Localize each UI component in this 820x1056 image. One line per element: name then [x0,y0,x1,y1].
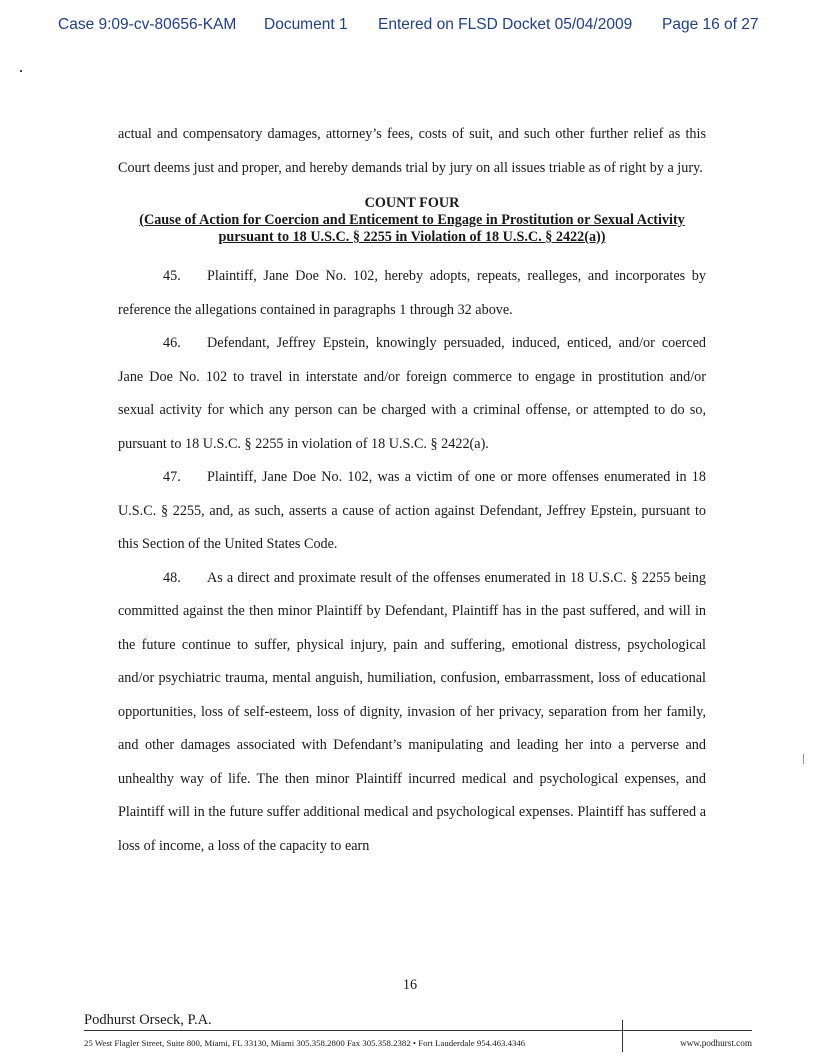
paragraph-text: Defendant, Jeffrey Epstein, knowingly persuaded, induced, enticed, and/or coerced Jane Doe No. 102 to travel in interstate and/or foreign commerce to engage in prostitution and/or sexual activity for which any person can be charged with a criminal offense, or attempted to do so, pursuant to 18 U.S.C. § 2255 in violation of 18 U.S.C. § 2422(a). [118,335,706,452]
count-subheading-line2: pursuant to 18 U.S.C. § 2255 in Violation of 18 U.S.C. § 2422(a)) [218,229,606,245]
paragraph-45 [118,260,706,327]
paragraph-46 [118,327,706,461]
paragraph-number: 48. [163,569,181,586]
paragraph-number: 47. [163,469,181,485]
count-subheading-line1: (Cause of Action for Coercion and Enticement to Engage in Prostitution or Sexual Activity [139,212,685,228]
firm-name: Podhurst Orseck, P.A. [84,1012,212,1028]
scan-speck [20,70,22,72]
firm-address: 25 West Flagler Street, Suite 800, Miami, FL 33130, Miami 305.358.2800 Fax 305.358.2382 • Fort Lauderdale 954.463.4346 [84,1038,526,1048]
paragraph-text: Plaintiff, Jane Doe No. 102, was a victim of one or more offenses enumerated in 18 U.S.C. § 2255, and, as such, asserts a cause of action against Defendant, Jeffrey Epstein, pursuant to this Section of the United States Code. [118,469,706,552]
document-number: Document 1 [264,16,348,33]
paragraph-number: 46. [163,335,181,351]
case-number: Case 9:09-cv-80656-KAM [58,16,237,33]
firm-website: www.podhurst.com [680,1038,752,1048]
paragraph-48 [118,562,706,864]
paragraph-47 [118,461,706,562]
margin-mark [803,754,804,764]
document-body [118,118,706,863]
paragraph-text: As a direct and proximate result of the offenses enumerated in 18 U.S.C. § 2255 being committed against the then minor Plaintiff by Defendant, Plaintiff has in the past suffered, and will in the future continue to suffer, physical injury, pain and suffering, emotional distress, psychological and/or psychiatric trauma, mental anguish, humiliation, confusion, embarrassment, loss of educational opportunities, loss of self-esteem, loss of dignity, invasion of her privacy, separation from her family, and other damages associated with Defendant’s manipulating and leading her into a perverse and unhealthy way of life. The then minor Plaintiff incurred medical and psychological expenses, and Plaintiff will in the future suffer additional medical and psychological expenses. Plaintiff has suffered a loss of income, a loss of the capacity to earn [118,569,706,854]
paragraph-number: 45. [163,268,181,284]
footer-vertical-divider [622,1020,623,1052]
page-number: 16 [402,977,418,993]
intro-paragraph: actual and compensatory damages, attorney’s fees, costs of suit, and such other further relief as this Court deems just and proper, and hereby demands trial by jury on all issues triable as of right by a jury. [118,126,706,176]
count-heading: COUNT FOUR [364,195,460,211]
paragraph-text: Plaintiff, Jane Doe No. 102, hereby adopts, repeats, realleges, and incorporates by reference the allegations contained in paragraphs 1 through 32 above. [118,268,706,318]
docket-entry: Entered on FLSD Docket 05/04/2009 [378,16,633,33]
footer-divider [84,1030,752,1031]
page-indicator: Page 16 of 27 [662,16,759,33]
court-filing-header [0,16,820,40]
